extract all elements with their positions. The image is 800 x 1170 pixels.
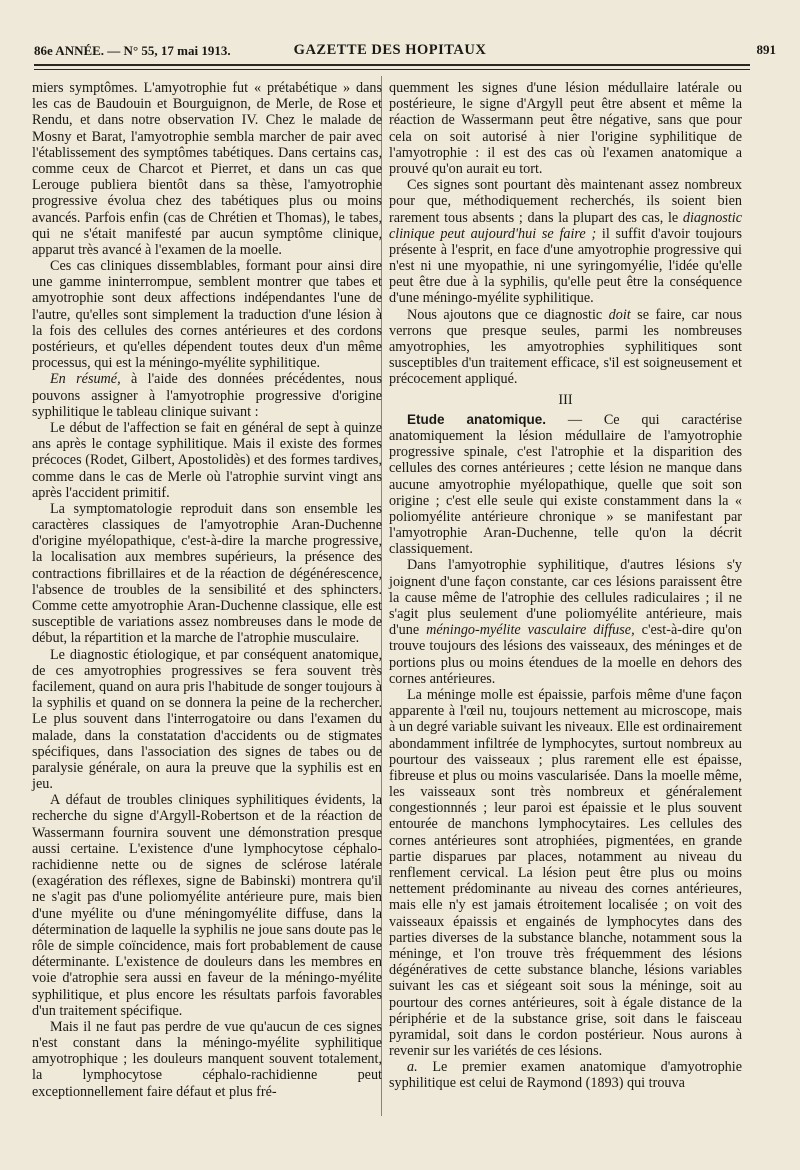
italic-text: a.: [407, 1059, 418, 1076]
paragraph: quemment les signes d'une lésion médullaire latérale ou postérieure, le signe d'Argyll peut être absent et même la réaction de Wassermann peut être négative, sans que pour cela on soit autorisé à nier l'origine syphilitique de l'amyotrophie : il est des cas où l'examen anatomique a prouvé qu'on aurait eu tort.: [389, 80, 742, 177]
paragraph-text: — Ce qui caractérise anatomiquement la lésion médullaire de l'amyotrophie progressive spinale, c'est l'atrophie et la disparition des cellules des cornes antérieures ; cette lésion ne manque dans aucune amyotrophie myélopathique, quelle que soit son origine ; c'est elle seule qui existe constamment dans la « poliomyélite antérieure chronique » se manifestant par l'amyotrophie Aran-Duchenne, telle qu'on la décrit classiquement.: [389, 411, 742, 558]
paragraph-text: se faire, car nous verrons que presque seules, parmi les nombreuses amyotrophies, les amyotrophies syphilitiques sont susceptibles d'un traitement efficace, s'il est soigneusement et précocement appliqué.: [389, 306, 742, 388]
paragraph: A défaut de troubles cliniques syphilitiques évidents, la recherche du signe d'Argyll-Robertson et de la réaction de Wassermann fournira souvent une démonstration presque aussi certaine. L'existence d'une lymphocytose céphalo-rachidienne nette ou de signes de sclérose latérale (exagération des réflexes, signe de Babinski) montrera qu'il ne s'agit pas d'une poliomyélite antérieure pure, mais bien d'une myélite ou d'une méningomyélite diffuse, dans la détermination de laquelle la syphilis ne joue sans doute pas le rôle de simple coïncidence, mais fort probablement de cause déterminante. L'existence de douleurs dans les membres en voie d'atrophie sera aussi en faveur de la méningo-myélite syphilitique, et plus encore les résultats parfois favorables d'un traitement spécifique.: [32, 792, 382, 1019]
italic-text: doit: [608, 306, 631, 323]
paragraph-text: Ces signes sont pourtant dès maintenant assez nombreux pour que, méthodiquement recherchés, ils soient bien rarement tous absents ; dans la plupart des cas, le: [389, 177, 742, 226]
paragraph: Ces cas cliniques dissemblables, formant pour ainsi dire une gamme ininterrompue, semblent montrer que tabes et amyotrophie sont deux affections indépendantes l'une de l'autre, qu'elles sont simplement la traduction d'une lésion à la fois des cellules des cornes antérieures et des cordons postérieurs, et qu'elles dépendent toutes deux d'un même processus, qui est la méningo-myélite syphilitique.: [32, 258, 382, 372]
italic-text: méningo-myélite vasculaire diffuse,: [426, 622, 635, 639]
issue-info: 86e ANNÉE. — N° 55, 17 mai 1913.: [34, 43, 231, 58]
paragraph: [389, 307, 742, 388]
paragraph: [389, 1059, 742, 1091]
section-heading: Etude anatomique.: [407, 411, 547, 427]
right-column: [389, 80, 742, 1092]
paragraph: La méninge molle est épaissie, parfois même d'une façon apparente à l'œil nu, toujours nettement au microscope, mais à un degré variable suivant les niveaux. Elle est ordinairement abondamment infiltrée de lymphocytes, surtout nombreux au pourtour des vaisseaux ; plus rarement elle est épaisse, fibreuse et plus ou moins vascularisée. Dans la moelle même, les vaisseaux sont très nombreux et généralement congestionnnés ; leur paroi est épaissie et le plus souvent entourée de manchons lymphocytaires. Les cellules des cornes antérieures sont atrophiées, pigmentées, en grande partie disparues par places, notamment au niveau du renflement cervical. La lésion peut être plus ou moins nettement prédominante au niveau des cornes antérieures, mais elle n'y est jamais étroitement localisée ; on voit des vaisseaux épaissis et engainés de lymphocytes dans des parties diverses de la substance blanche, notamment sous la méninge, et l'on trouve très fréquemment des lésions dégénératives de cette substance blanche, lésions variables suivant les cas et siégeant soit sous la méninge, soit au pourtour des cornes antérieures, soit à égale distance de la périphérie et de la substance grise, soit dans le faisceau pyramidal, soit dans le cordon postérieur. Nous aurons à revenir sur les variétés de ces lésions.: [389, 686, 742, 1060]
left-column: [32, 80, 382, 1100]
paragraph-text: Le premier examen anatomique d'amyotrophie syphilitique est celui de Raymond (1893) qui trouva: [389, 1059, 742, 1092]
paragraph-text: il suffit d'avoir toujours présente à l'esprit, en face d'une amyotrophie progressive qui n'est ni une myopathie, ni une syringomyélie, l'idée qu'elle peut être due à la syphilis, qu'elle peut être la conséquence d'une méningo-myélite syphilitique.: [389, 225, 742, 307]
paragraph: [389, 412, 742, 558]
paragraph: La symptomatologie reproduit dans son ensemble les caractères classiques de l'amyotrophie Aran-Duchenne d'origine myélopathique, c'est-à-dire la marche progressive, la localisation aux membres supérieurs, la présence des contractions fibrillaires et de la réaction de dégénérescence, l'absence de troubles de la sensibilité et des sphincters. Comme cette amyotrophie Aran-Duchenne classique, elle est susceptible de variations assez nombreuses dans le mode de début, la répartition et la marche de l'atrophie musculaire.: [32, 500, 382, 647]
italic-text: diagnostic clinique peut aujourd'hui se faire ;: [389, 209, 742, 242]
paragraph: [389, 177, 742, 307]
paragraph-text: à l'aide des données précédentes, nous pouvons assigner à l'amyotrophie progressive d'origine syphilitique le tableau clinique suivant :: [32, 371, 382, 420]
paragraph: [32, 371, 382, 420]
paragraph: [389, 557, 742, 687]
section-number: III: [558, 391, 573, 408]
paragraph-text: c'est-à-dire qu'on trouve toujours des lésions des vaisseaux, des méninges et de portions plus ou moins étendues de la moelle en dehors des cornes antérieures.: [389, 622, 742, 687]
paragraph: Le diagnostic étiologique, et par conséquent anatomique, de ces amyotrophies progressives se fera souvent très facilement, quand on aura pris l'habitude de songer toujours à la syphilis et quand on se donnera la peine de la rechercher. Le plus souvent dans l'interrogatoire ou dans l'examen du malade, dans la constatation d'accidents ou de stigmates spécifiques, dans l'association des signes de tabes ou de paralysie générale, on aura la preuve que la syphilis est en jeu.: [32, 646, 382, 793]
page-number: 891: [756, 42, 776, 57]
paragraph-text: Nous ajoutons que ce diagnostic: [407, 306, 609, 323]
italic-text: En résumé,: [50, 371, 121, 388]
header-rule-thin: [34, 69, 750, 70]
paragraph-text: Dans l'amyotrophie syphilitique, d'autres lésions s'y joignent d'une façon constante, car ces lésions paraissent être la cause même de l'atrophie des cellules radiculaires ; il ne s'agit plus seulement d'une poliomyélite antérieure, mais d'une: [389, 557, 742, 639]
page-header: [34, 40, 776, 62]
header-rule-thick: [34, 64, 750, 66]
journal-title: GAZETTE DES HOPITAUX: [293, 42, 487, 58]
paragraph: Le début de l'affection se fait en général de sept à quinze ans après le contage syphilitique. Mais il existe des formes précoces (Rodet, Gilbert, Apostolidès) et des formes tardives, comme dans le cas de Merle où l'atrophie survint vingt ans après l'accident primitif.: [32, 419, 382, 501]
paragraph: miers symptômes. L'amyotrophie fut « prétabétique » dans les cas de Baudouin et Bourguignon, de Merle, de Rose et Rendu, et dans notre observation IV. Chez le malade de Mosny et Barat, l'amyotrophie sembla marcher de pair avec l'établissement des symptômes tabétiques. Dans certains cas, comme ceux de Charcot et Pierret, et dans un cas que Lerouge publiera bientôt dans sa thèse, l'amyotrophie progressive évolua chez des tabétiques plus ou moins avancés. Parfois enfin (cas de Chrétien et Thomas), le tabes, qui ne s'était manifesté par aucun symptôme clinique, apparut très avancé à l'examen de la moelle.: [32, 80, 382, 258]
paragraph: Mais il ne faut pas perdre de vue qu'aucun de ces signes n'est constant dans la méningo-myélite syphilitique amyotrophique ; les douleurs manquent souvent totalement, la lymphocytose céphalo-rachidienne peut exceptionnellement faire défaut et plus fré-: [32, 1018, 382, 1100]
